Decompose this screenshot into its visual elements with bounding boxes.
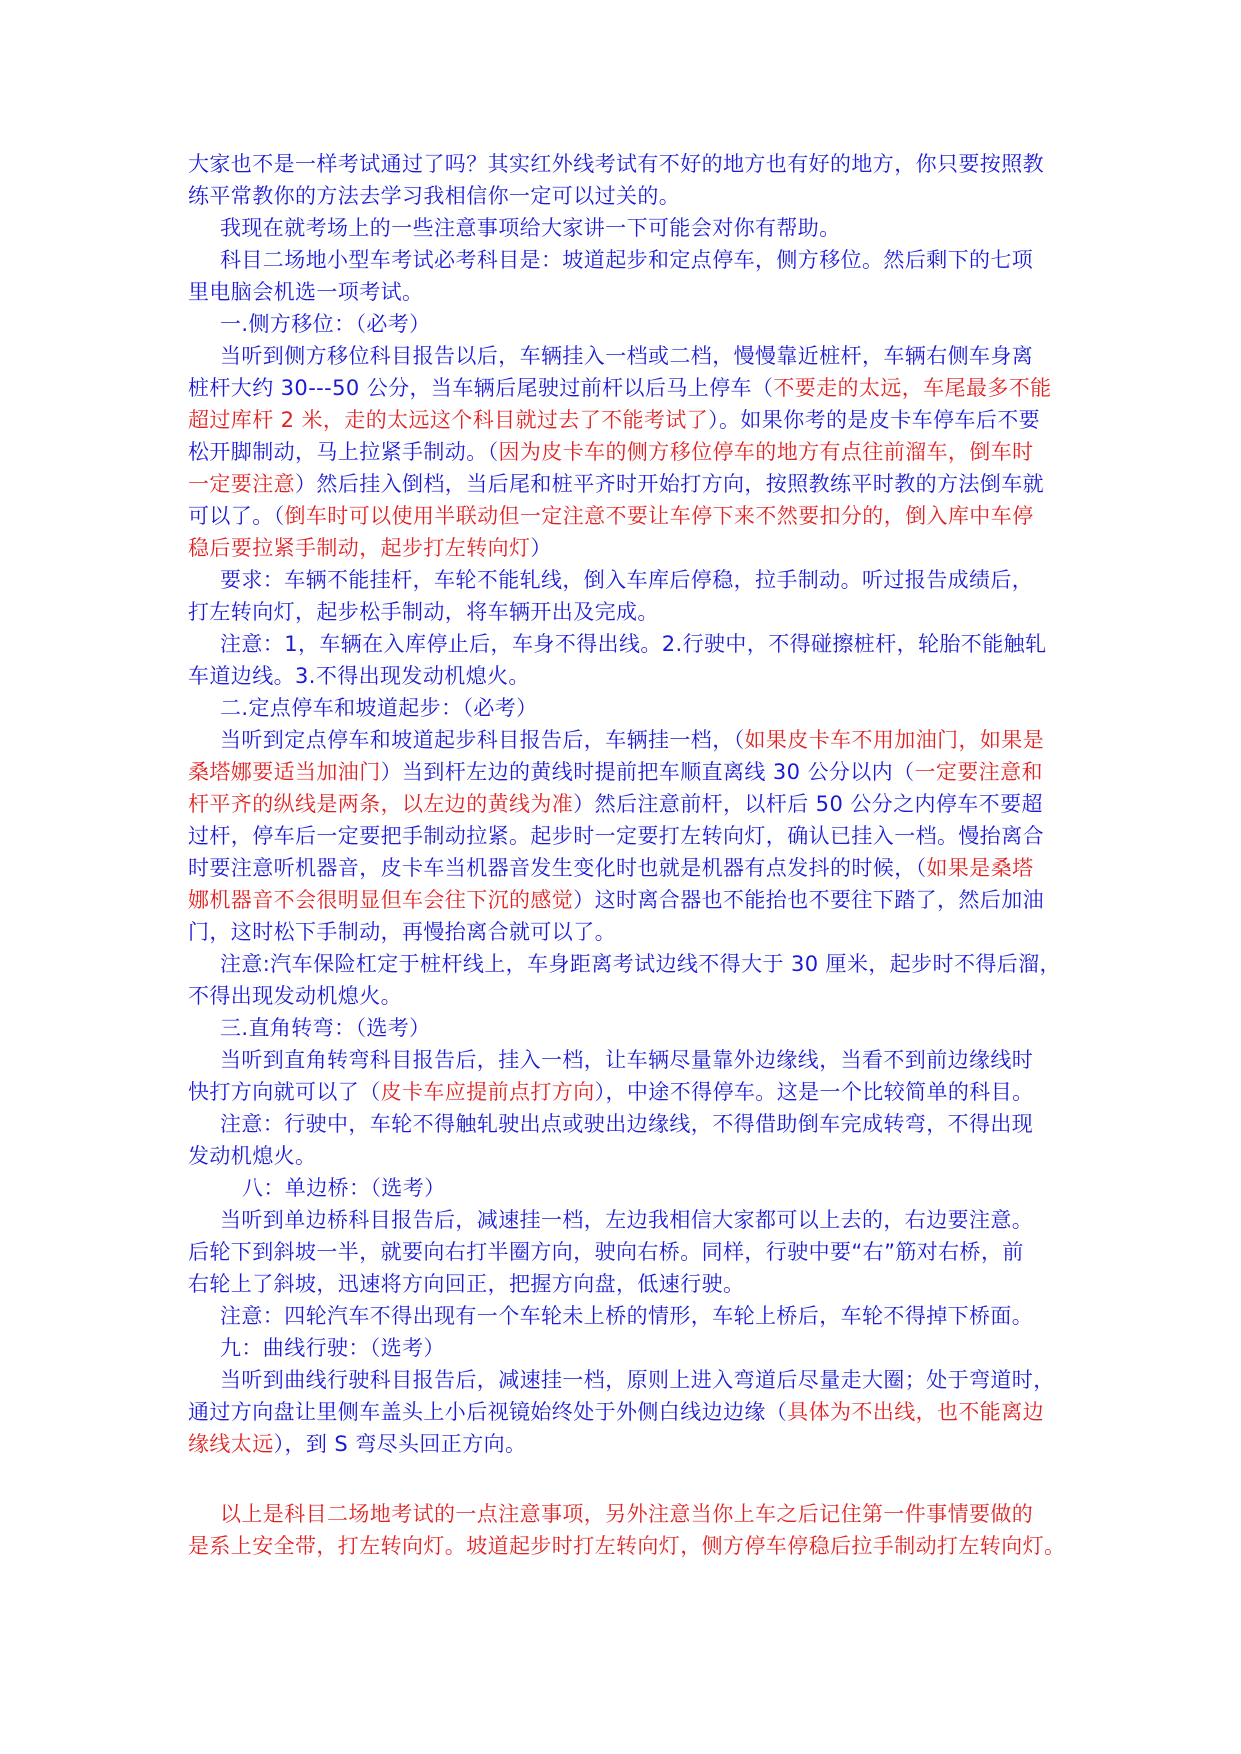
body-text: 注意：行驶中，车轮不得触轧驶出点或驶出边缘线，不得借助倒车完成转弯，不得出现 [220,1112,1034,1136]
body-text: ） [530,536,552,560]
text-line [188,1076,1068,1108]
text-line [188,1172,1068,1204]
highlight-text: 不要走的太远，车尾最多不能 [773,376,1052,400]
body-text: 打左转向灯，起步松手制动，将车辆开出及完成。 [188,600,659,624]
text-line [188,1044,1068,1076]
body-text: 八：单边桥：（选考） [242,1176,446,1200]
body-text: 二.定点停车和坡道起步：（必考） [220,696,538,720]
body-text: 注意：四轮汽车不得出现有一个车轮未上桥的情形，车轮上桥后，车轮不得掉下桥面。 [220,1304,1034,1328]
body-text: 车道边线。3.不得出现发动机熄火。 [188,664,530,688]
text-line [188,1012,1068,1044]
highlight-text: 桑塔娜要适当加油门 [188,760,381,784]
body-text: 门，这时松下手制动，再慢抬离合就可以了。 [188,920,616,944]
body-text: 注意:汽车保险杠定于桩杆线上，车身距离考试边线不得大于 30 厘米，起步时不得后溜， [220,952,1061,976]
text-line [188,628,1068,660]
body-text: 后轮下到斜坡一半，就要向右打半圈方向，驶向右桥。同样，行驶中要“右”筋对右桥，前 [188,1240,1024,1264]
highlight-text: 缘线太远 [188,1432,274,1456]
highlight-text: 如果是桑塔 [926,856,1034,880]
body-text: 我现在就考场上的一些注意事项给大家讲一下可能会对你有帮助。 [220,216,841,240]
body-text: 右轮上了斜坡，迅速将方向回正，把握方向盘，低速行驶。 [188,1272,745,1296]
body-text: 三.直角转弯：（选考） [220,1016,431,1040]
highlight-text: 娜机器音不会很明显但车会往下沉的感觉 [188,888,574,912]
text-line [188,948,1068,980]
highlight-text: 稳后要拉紧手制动，起步打左转向灯 [188,536,531,560]
body-text: 一.侧方移位：（必考） [220,312,431,336]
text-line [188,884,1068,916]
text-line [188,1498,1068,1530]
text-line [188,372,1068,404]
document-page [188,148,1068,1562]
highlight-text: 因为皮卡车的侧方移位停车的地方有点往前溜车，倒车时 [498,440,1034,464]
text-line [188,1268,1068,1300]
text-line [188,1428,1068,1460]
body-text: 桩杆大约 30---50 公分，当车辆后尾驶过前杆以后马上停车（ [188,376,774,400]
text-line [188,852,1068,884]
highlight-text: 倒车时可以使用半联动但一定注意不要让车停下来不然要扣分的，倒入库中车停 [284,504,1034,528]
body-text: 科目二场地小型车考试必考科目是：坡道起步和定点停车，侧方移位。然后剩下的七项 [220,248,1034,272]
body-text: ），中途不得停车。这是一个比较简单的科目。 [594,1080,1034,1104]
text-line [188,1332,1068,1364]
text-line [188,916,1068,948]
text-line [188,1300,1068,1332]
text-line [188,1140,1068,1172]
text-line [188,980,1068,1012]
highlight-text: 皮卡车应提前点打方向 [380,1080,595,1104]
body-text: ）。如果你考的是皮卡车停车后不要 [708,408,1041,432]
body-text: 当听到曲线行驶科目报告后，减速挂一档，原则上进入弯道后尽量走大圈；处于弯道时， [220,1368,1055,1392]
body-text: 可以了。（ [188,504,285,528]
text-line [188,1236,1068,1268]
text-line [188,1108,1068,1140]
body-text: 大家也不是一样考试通过了吗？其实红外线考试有不好的地方也有好的地方，你只要按照教 [188,152,1044,176]
text-line [188,308,1068,340]
text-line [188,1396,1068,1428]
body-text: 注意：1，车辆在入库停止后，车身不得出线。2.行驶中，不得碰擦桩杆，轮胎不能触轧 [220,632,1047,656]
body-text: 快打方向就可以了（ [188,1080,381,1104]
text-line [188,404,1068,436]
text-line [188,244,1068,276]
text-line [188,340,1068,372]
body-text: ）然后注意前杆，以杆后 50 公分之内停车不要超 [573,792,1043,816]
text-line [188,276,1068,308]
body-text: 过杆，停车后一定要把手制动拉紧。起步时一定要打左转向灯，确认已挂入一档。慢抬离合 [188,824,1044,848]
body-text: 当听到定点停车和坡道起步科目报告后，车辆挂一档，（ [220,728,745,752]
text-line [188,756,1068,788]
text-line [188,820,1068,852]
text-line [188,1364,1068,1396]
text-line [188,1530,1068,1562]
text-line [188,1204,1068,1236]
text-line [188,692,1068,724]
highlight-text: 以上是科目二场地考试的一点注意事项，另外注意当你上车之后记住第一件事情要做的 [220,1502,1034,1526]
body-text: 九：曲线行驶：（选考） [220,1336,445,1360]
body-text: ），到 S 弯尽头回正方向。 [273,1432,527,1456]
text-line [188,532,1068,564]
text-line [188,468,1068,500]
highlight-text: 是系上安全带，打左转向灯。坡道起步时打左转向灯，侧方停车停稳后拉手制动打左转向灯。 [188,1534,1066,1558]
text-line [188,148,1068,180]
highlight-text: 一定要注意 [188,472,295,496]
blank-line [188,1460,1068,1498]
text-line [188,212,1068,244]
text-line [188,436,1068,468]
text-line [188,660,1068,692]
text-line [188,596,1068,628]
body-text: 当听到侧方移位科目报告以后，车辆挂入一档或二档，慢慢靠近桩杆，车辆右侧车身离 [220,344,1034,368]
highlight-text: 一定要注意和 [914,760,1043,784]
body-text: 通过方向盘让里侧车盖头上小后视镜始终处于外侧白线边边缘（ [188,1400,788,1424]
body-text: ）当到杆左边的黄线时提前把车顺直离线 30 公分以内（ [380,760,915,784]
text-line [188,724,1068,756]
text-line [188,500,1068,532]
body-text: 发动机熄火。 [188,1144,317,1168]
body-text: 要求：车辆不能挂杆，车轮不能轧线，倒入车库后停稳，拉手制动。听过报告成绩后， [220,568,1034,592]
highlight-text: 杆平齐的纵线是两条，以左边的黄线为准 [188,792,574,816]
body-text: ）然后挂入倒档，当后尾和桩平齐时开始打方向，按照教练平时教的方法倒车就 [295,472,1044,496]
highlight-text: 超过库杆 2 米，走的太远这个科目就过去了不能考试了 [188,408,709,432]
text-line [188,788,1068,820]
highlight-text: 如果皮卡车不用加油门，如果是 [744,728,1045,752]
body-text: 当听到单边桥科目报告后，减速挂一档，左边我相信大家都可以上去的，右边要注意。 [220,1208,1034,1232]
body-text: 不得出现发动机熄火。 [188,984,402,1008]
body-text: 里电脑会机选一项考试。 [188,280,424,304]
highlight-text: 具体为不出线，也不能离边 [787,1400,1045,1424]
text-line [188,180,1068,212]
body-text: 松开脚制动，马上拉紧手制动。（ [188,440,499,464]
body-text: 当听到直角转弯科目报告后，挂入一档，让车辆尽量靠外边缘线，当看不到前边缘线时 [220,1048,1034,1072]
body-text: 练平常教你的方法去学习我相信你一定可以过关的。 [188,184,681,208]
text-line [188,564,1068,596]
body-text: 时要注意听机器音，皮卡车当机器音发生变化时也就是机器有点发抖的时候，（ [188,856,927,880]
body-text: ）这时离合器也不能抬也不要往下踏了，然后加油 [573,888,1045,912]
